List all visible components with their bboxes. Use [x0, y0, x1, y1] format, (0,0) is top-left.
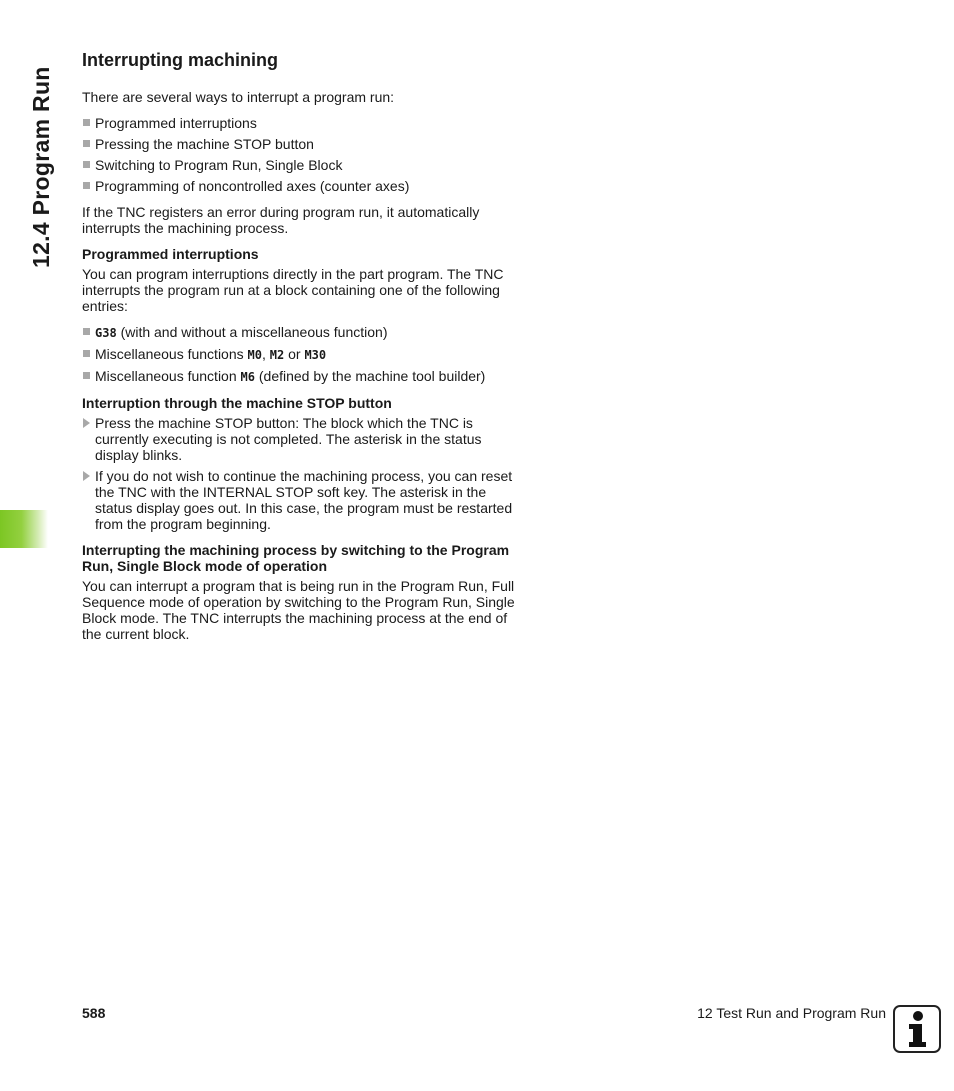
- section-heading: Interrupting machining: [82, 50, 278, 70]
- square-bullet-icon: [83, 350, 90, 357]
- side-section-title: 12.4 Program Run: [28, 66, 54, 268]
- square-bullet-icon: [83, 119, 90, 126]
- info-icon: [893, 1005, 941, 1053]
- code-m6: M6: [240, 370, 255, 384]
- square-bullet-icon: [83, 328, 90, 335]
- programmed-heading: Programmed interruptions: [82, 246, 259, 262]
- page-number: 588: [82, 1005, 106, 1021]
- chapter-tab-marker: [0, 510, 48, 548]
- programmed-list: [82, 324, 524, 385]
- triangle-bullet-icon: [83, 418, 90, 428]
- list-item: G38 (with and without a miscellaneous function): [82, 324, 524, 341]
- code-m30: M30: [304, 348, 327, 362]
- code-m0: M0: [247, 348, 262, 362]
- error-note: If the TNC registers an error during program run, it automatically interrupts the machining process.: [82, 204, 480, 236]
- square-bullet-icon: [83, 372, 90, 379]
- chapter-title: 12 Test Run and Program Run: [697, 1005, 886, 1021]
- ways-list: [82, 115, 524, 194]
- list-item: Programmed interruptions: [82, 115, 524, 131]
- intro-text: There are several ways to interrupt a program run:: [82, 89, 395, 105]
- list-item: If you do not wish to continue the machining process, you can reset the TNC with the INTERNAL STOP soft key. The asterisk in the status display goes out. In this case, the program must be restarted from the program beginning.: [82, 468, 524, 532]
- code-m2: M2: [269, 348, 285, 362]
- square-bullet-icon: [83, 161, 90, 168]
- single-block-text: You can interrupt a program that is being run in the Program Run, Full Sequence mode of operation by switching to the Program Run, Single Block mode. The TNC interrupts the machining process at the end of the current block.: [82, 578, 515, 642]
- list-item: Miscellaneous functions M0, M2 or M30: [82, 346, 524, 363]
- square-bullet-icon: [83, 140, 90, 147]
- square-bullet-icon: [83, 182, 90, 189]
- list-item: Pressing the machine STOP button: [82, 136, 524, 152]
- stop-button-heading: Interruption through the machine STOP button: [82, 395, 392, 411]
- list-item: Switching to Program Run, Single Block: [82, 157, 524, 173]
- code-g38: G38: [95, 326, 117, 340]
- programmed-text: You can program interruptions directly in the part program. The TNC interrupts the program run at a block containing one of the following entries:: [82, 266, 504, 314]
- main-content: [82, 47, 524, 652]
- list-item: Press the machine STOP button: The block which the TNC is currently executing is not completed. The asterisk in the status display blinks.: [82, 415, 524, 463]
- list-item: Programming of noncontrolled axes (counter axes): [82, 178, 524, 194]
- list-item: Miscellaneous function M6 (defined by the machine tool builder): [82, 368, 524, 385]
- triangle-bullet-icon: [83, 471, 90, 481]
- stop-steps-list: [82, 415, 524, 532]
- single-block-heading: Interrupting the machining process by switching to the Program Run, Single Block mode of operation: [82, 542, 510, 574]
